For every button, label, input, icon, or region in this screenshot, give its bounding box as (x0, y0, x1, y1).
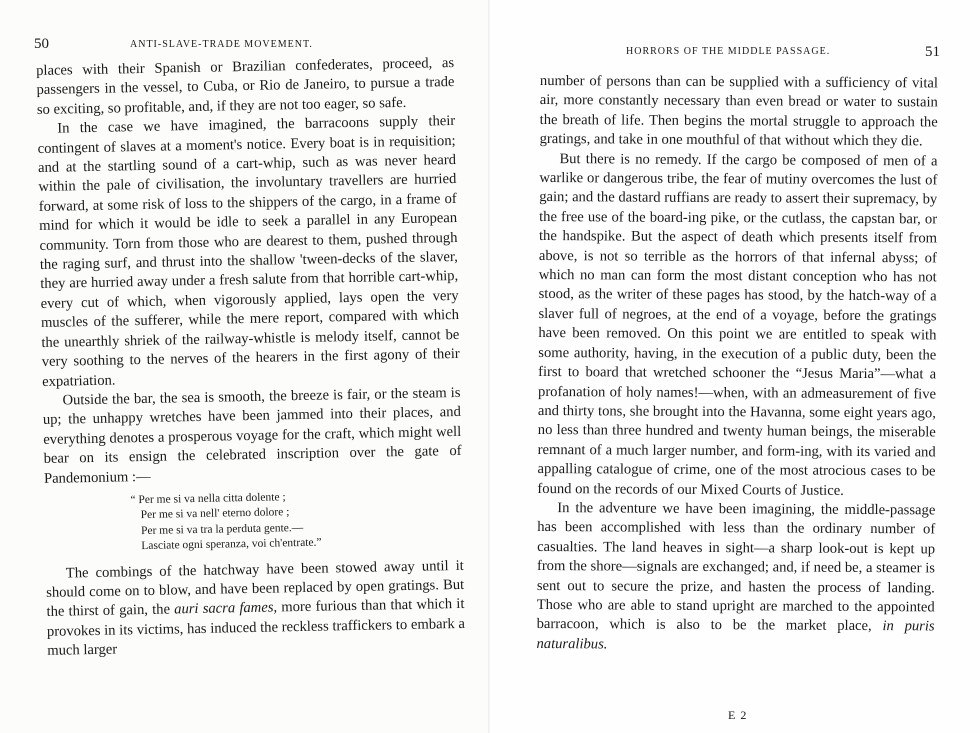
left-paragraph-2: In the case we have imagined, the barracoons supply their contingent of slaves at a moment's notice. Every boat is in requisition; and at the startling sound of a cart-whip, such as was never heard within the pale of civilisation, the involuntary travellers are hurried forward, at some risk of loss to the shippers of the cargo, in a frame of mind for which it would be idle to seek a parallel in any European community. Torn from those who are dearest to them, pushed through the raging surf, and thrust into the shallow 'tween-decks of the slaver, they are hurried away under a fresh salute from that horrible cart-whip, every cut of which, when vigorously applied, lays open the very muscles of the sufferer, while the mere report, compared with which the unearthly shriek of the railway-whistle is melody itself, cannot be very soothing to the nerves of the hearers in the first agony of their expatriation. (37, 113, 460, 390)
right-paragraph-3 (536, 499, 935, 657)
verse-quotation (44, 487, 463, 557)
right-page-body (536, 72, 938, 657)
verse-line: “ Per me si va nella citta dolente ; (130, 491, 286, 507)
left-page-number: 50 (34, 36, 49, 52)
right-page-number: 51 (925, 44, 940, 60)
left-page-body (36, 54, 465, 662)
right-paragraph-3-text: In the adventure we have been imagining, the middle-passage has been accomplished with less than the ordinary number of casualties. The land heaves in sight—a sharp look-out is kept up from the shore—signals are exchanged; and, if need be, a steamer is sent out to secure the prize, and hasten the process of landing. Those who are able to stand upright are marched to the appointed barracoon, which is also to be the market place, (536, 500, 936, 635)
right-paragraph-2: But there is no remedy. If the cargo be composed of men of a warlike or dangerous tribe, the fear of mutiny overcomes the lust of gain; and the dastard ruffians are ready to assert their supremacy, by the free use of the board-ing pike, or the cutlass, the capstan bar, or the handspike. But the aspect of death which presents itself from above, is not so terrible as the horrors of that infernal abyss; of which no man can form the most distant conception who has not stood, as the writer of these pages has stood, by the hatch-way of a slaver full of negroes, at the end of a voyage, before the gratings have been removed. On this point we are entitled to speak with some authority, having, in the execution of a public duty, been the first to board that wretched schooner the “Jesus Maria”—what a profanation of holy names!—when, with an admeasurement of five and thirty tons, she brought into the Havanna, some eight years ago, no less than three hundred and twenty human beings, the miserable remnant of a much larger number, and form-ing, with its varied and appalling catalogue of crime, one of the most atrocious cases to be found on the records of our Mixed Courts of Justice. (537, 150, 938, 499)
verse-line: Lasciate ogni speranza, voi ch'entrate.” (141, 536, 322, 553)
left-paragraph-3: Outside the bar, the sea is smooth, the breeze is fair, or the steam is up; the unhappy wretches have been jammed into their places, and everything denotes a prosperous voyage for the craft, which might well bear on its ensign the celebrated inscription over the gate of Pandemonium :— (42, 384, 462, 487)
right-paragraph-1: number of persons than can be supplied with a sufficiency of vital air, more constantly necessary than even bread or water to sustain the breath of life. Then begins the mortal struggle to approach the gratings, and take in one mouthful of that without which they die. (539, 72, 938, 150)
left-paragraph-4-text-a: The combings of the hatchway have been stowed away until it should come on to blow, and have been replaced by open gratings. But the thirst of gain, the (46, 557, 465, 621)
signature-mark: E 2 (728, 708, 748, 722)
left-paragraph-1: places with their Spanish or Brazilian confederates, proceed, as passengers in the vessel, to Cuba, or Rio de Janeiro, to pursue a trade so exciting, so profitable, and, if they are not too eager, so safe. (36, 54, 455, 118)
right-page (490, 0, 980, 733)
right-running-head: HORRORS OF THE MIDDLE PASSAGE. (626, 46, 831, 57)
left-paragraph-4-text-b: more furious than that which it provokes in its victims, has induced the reckless traffickers to embark a much larger (46, 596, 466, 660)
left-running-head: ANTI-SLAVE-TRADE MOVEMENT. (130, 39, 313, 50)
verse-line: Per me si va tra la perduta gente.— (140, 521, 304, 537)
left-paragraph-4 (46, 556, 466, 661)
verse-line: Per me si va nell' eterno dolore ; (140, 506, 290, 522)
right-paragraph-3-italic: in puris naturalibus. (536, 618, 935, 653)
left-paragraph-4-italic: auri sacra fames, (174, 599, 278, 618)
